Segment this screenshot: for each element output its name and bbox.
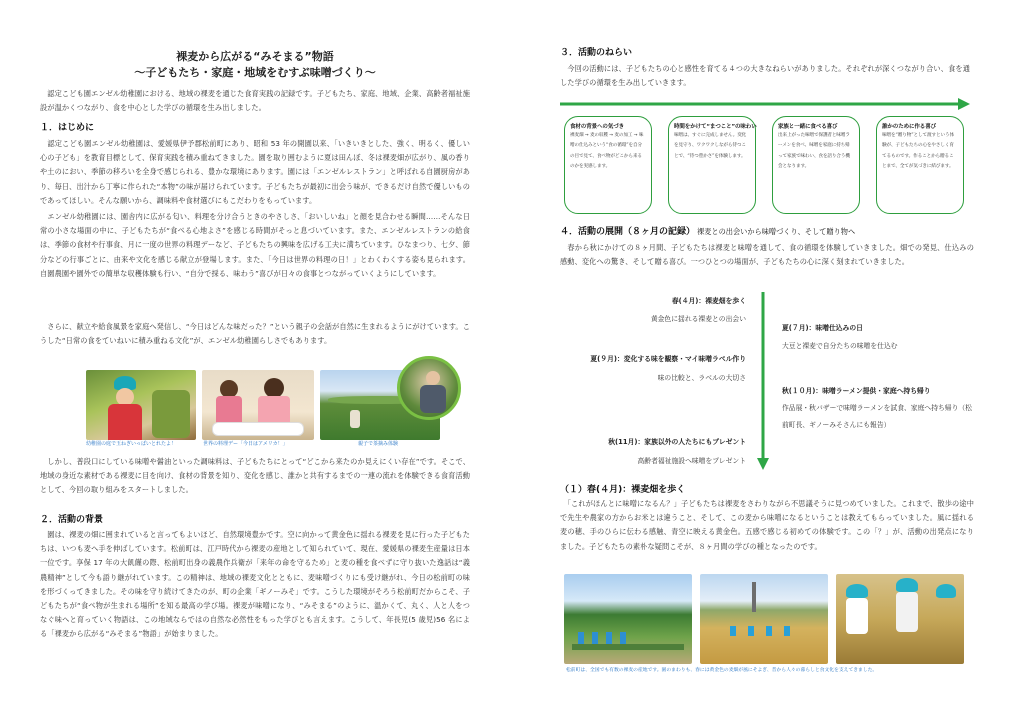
aim-1-body: 裸麦畑 → 麦の収穫 → 麦の加工 → 味噌の仕込みという“食の循環”を自分の目で見て、食べ物がどこから来るのかを実感します。 <box>570 133 644 170</box>
aim-2-title: 時間をかけて“まつこと”の味わい <box>674 124 757 130</box>
timeline-oct-body: 作品展・秋バザーで味噌ラーメンを試食、家庭へ持ち帰り（松前町長、ギノーみそさんにも報告） <box>782 404 972 429</box>
photo-caption-tea: 親子で茶摘み体験 <box>358 441 399 447</box>
tea-picking-inset-photo <box>397 356 461 420</box>
aim-2-body: 味噌は、すぐに完成しません。変化を見守り、ワクワクしながら待つことで、“待つ豊かさ”を体験します。 <box>674 133 747 159</box>
section-2-paragraph: 園は、裸麦の畑に囲まれていると言ってもよいほど、自然環境豊かです。空に向かって黄金色に揺れる裸麦を見に行った子どもたちは、いつも麦へ手を伸ばしています。松前町は、江戸時代から裸麦の産地として知られていて、現在、愛媛県の裸麦生産量は日本一位です。享保 17 年の大飢饉の際、松前町出身の義農作兵衛が「来年の命を守るため」と麦の種を食べずに守り抜いた逸話は“義農精神”として今も語り継がれています。この精神は、地域の裸麦文化とともに、麦味噌づくりにも受け継がれ、今日の松前町の味を形づくってきました。その味を守り続けてきたのが、町の企業「ギノーみそ」です。こうした環境がそろう松前町だからこそ、子どもたちが“食べ物が生まれる場所”を知る最高の学び場。裸麦が味噌になり、“みそまる”のように、温かくて、丸く、人と人をつなぐ味へと育っていく物語は、この地域ならではの自然な必然性をもった学びとも言えます。こうして、年長児(5 歳児)56 名による「裸麦から広がる“みそまる”物語」が始まりました。 <box>40 530 470 639</box>
left-column <box>40 0 470 724</box>
onion-harvest-photo <box>86 370 196 440</box>
intro-paragraph: 認定こども園エンゼル幼稚園における、地域の裸麦を通じた食育実践の記録です。子どもたち、家庭、地域、企業、高齢者福祉施設が温かくつながり、食を中心とした学びの循環を生み出しました。 <box>40 89 470 113</box>
timeline-oct-heading: 秋(１０月)：味噌ラーメン提供・家庭へ持ち帰り <box>782 387 931 395</box>
aim-box-3 <box>772 116 860 214</box>
barley-field-photo <box>700 574 828 664</box>
aim-1-title: 食材の背景への気づき <box>570 124 625 130</box>
timeline-jul-heading: 夏(７月)：味噌仕込みの日 <box>782 324 863 332</box>
world-food-day-photo <box>202 370 314 440</box>
photo-caption-barley: 松前町は、全国でも有数の裸麦の産地です。園のまわりも、春には黄金色の麦畑が風にそよぎ、昔から人々の暮らしと食文化を支えてきました。 <box>566 668 878 673</box>
document-title: 裸麦から広がる“みそまる”物語 <box>176 50 334 63</box>
aim-box-4 <box>876 116 964 214</box>
timeline-arrow <box>756 292 770 472</box>
aim-box-2 <box>668 116 756 214</box>
field-walk-photo <box>564 574 692 664</box>
aim-3-title: 家族と一緒に食べる喜び <box>778 124 838 130</box>
aim-box-1 <box>564 116 652 214</box>
subsection-1-heading: （１）春(４月)：裸麦畑を歩く <box>560 485 686 495</box>
photo-caption-world-food: 世界の料理デー「今日はアメリカ！」 <box>203 441 288 447</box>
photo-caption-onion: 幼稚園の庭で玉ねぎいっぱいとれたよ！ <box>86 441 177 447</box>
section-2-heading: ２．活動の背景 <box>40 515 104 525</box>
section-3-heading: ３．活動のねらい <box>560 48 633 58</box>
timeline-nov-body: 高齢者福祉施設へ味噌をプレゼント <box>637 457 746 465</box>
section-4-heading-sub: 裸麦との出会いから味噌づくり、そして贈り物へ <box>697 227 856 236</box>
document-subtitle: ～子どもたち・家庭・地域をむすぶ味噌づくり～ <box>134 66 376 79</box>
section-1-heading: １．はじめに <box>40 123 95 133</box>
children-in-barley-photo <box>836 574 964 664</box>
section-4-heading-main: ４．活動の展開（８ヶ月の記録） <box>560 227 696 237</box>
timeline-jul-body: 大豆と裸麦で自分たちの味噌を仕込む <box>782 342 898 350</box>
section-1-paragraph-3: さらに、献立や給食風景を家庭へ発信し、“今日はどんな味だった？”という親子の会話が自然に生まれるようにがけています。こうした“日常の食をていねいに積み重ねる文化”が、エンゼル幼稚園らしさでもあります。 <box>40 322 470 346</box>
aim-4-body: 味噌を“贈り物”として渡すという体験が、子どもたちの心をやさしく育てるものです。作ることから贈ることまで、全てが気づきに結びます。 <box>882 133 954 170</box>
right-column <box>560 0 980 724</box>
timeline-apr-heading: 春(４月)：裸麦畑を歩く <box>671 297 746 305</box>
aim-4-title: 誰かのために作る喜び <box>882 124 937 130</box>
timeline-sep-body: 味の比較と、ラベルの大切さ <box>657 374 746 382</box>
subsection-1-paragraph: 「これがほんとに味噌になるん？」子どもたちは裸麦をさわりながら不思議そうに見つめていました。これまで、散歩の途中で先生や農家の方からお米とは違うこと、そして、この麦から味噌になるということは教えてもらっていました。風に揺れる麦の穂、手のひらに伝わる感触、青空に映える黄金色。五感で感じる初めての体験です。この「？」が、活動の出発点になりました。子どもたちの素朴な疑問こそが、８ヶ月間の学びの種となったのです。 <box>560 499 974 551</box>
section-1-paragraph-1: 認定こども園エンゼル幼稚園は、愛媛県伊予郡松前町にあり、昭和 53 年の開園以来、「いきいきとした、強く、明るく、優しい心の子ども」を教育目標として、保育実践を積み重ねてきました。園を取り囲むように夏は田んぼ、冬は裸麦畑が広がり、風の香りや土のにおい、季節の移ろいを全身で感じられる、豊かな環境にあります。園には「エンゼルレストラン」と呼ばれる自園厨房があり、毎日、出汁から丁寧に作られた“本物”の味が届けられています。子どもたちが最初に出会う味が、できるだけ自然で優しいものであってほしい。そんな願いから、調味料や食材選びにもこだわりをもっています。 <box>40 139 470 205</box>
section-4-heading <box>560 226 855 238</box>
timeline-nov-heading: 秋(11月)：家族以外の人たちにもプレゼント <box>608 438 746 446</box>
aims-arrow <box>560 96 970 112</box>
timeline-apr-body: 黄金色に揺れる裸麦との出会い <box>650 315 746 323</box>
section-1-paragraph-4: しかし、普段口にしている味噌や醤油といった調味料は、子どもたちにとって“どこから来たのか見えにくい存在”です。そこで、地域の身近な素材である裸麦に目を向け、食材の背景を知り、変化を感じ、誰かと共有するまでの一連の流れを体験できる食育活動として、今回の取り組みをスタートしました。 <box>40 457 470 495</box>
aim-3-body: 出来上がった味噌で保護者と味噌ラーメンを食べ、味噌を家庭に持ち帰って家族で味わい、食を語り合う機会となります。 <box>778 133 850 170</box>
section-1-paragraph-2: エンゼル幼稚園には、園舎内に広がる匂い、料理を分け合うときのやさしさ、「おいしいね」と顔を見合わせる瞬間……そんな日常の小さな場面の中に、子どもたちが“食べる心地よさ”を感じる時間がそっと息づいています。また、エンゼルレストランの給食は、季節の食材や行事食、月に一度の世界の料理デーなど、子どもたちの興味を広げる工夫に満ちています。ひなまつり、七夕、節分などの行事ごとに、由来や文化を感じる献立が登場します。また、「今日は世界の料理の日！」とわくわくする姿も見られます。自園農園や園外での簡単な収穫体験も行い、“自分で採る、味わう”喜びが日々の食事とつながっていくようにしています。 <box>40 212 470 278</box>
timeline-sep-heading: 夏(９月)：変化する味を観察・マイ味噌ラベル作り <box>590 355 746 363</box>
section-4-paragraph: 春から秋にかけての８ヶ月間、子どもたちは裸麦と味噌を通して、食の循環を体験していきました。畑での発見、仕込みの感動、変化への驚き、そして贈る喜び。一つひとつの場面が、子どもたちの心に深く刻まれていきました。 <box>560 243 974 267</box>
section-3-paragraph: 今回の活動には、子どもたちの心と感性を育てる４つの大きなねらいがありました。それぞれが深くつながり合い、食を通した学びの循環を生み出していきます。 <box>560 64 970 88</box>
